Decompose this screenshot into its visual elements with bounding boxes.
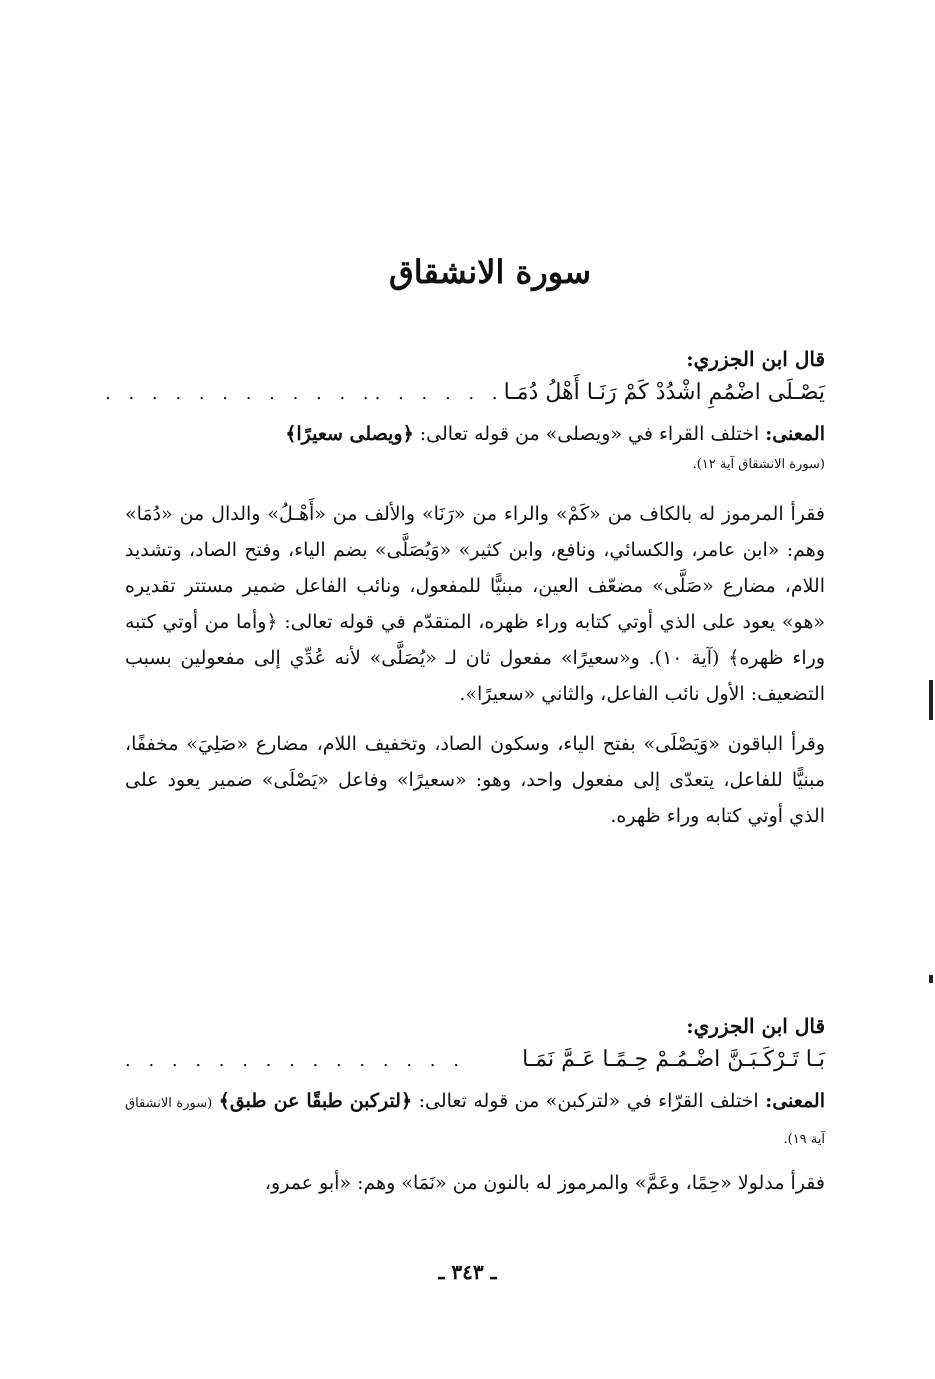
meaning-line bbox=[125, 416, 825, 452]
surah-title: سورة الانشقاق bbox=[388, 253, 592, 291]
meaning-label: المعنى: bbox=[765, 1090, 826, 1112]
verse-citation: (سورة الانشقاق آية ١٢). bbox=[692, 457, 825, 472]
meaning-text: اختلف القرّاء في «لتركبن» من قوله تعالى: bbox=[418, 1090, 759, 1112]
quran-quote: ﴿لتركبن طبقًا عن طبق﴾ bbox=[218, 1090, 413, 1112]
verse-line bbox=[125, 1042, 825, 1079]
verse-line bbox=[105, 375, 825, 412]
verse-ellipsis-mid: . . . . . . bbox=[374, 383, 504, 404]
meaning-text: اختلف القراء في «ويصلى» من قوله تعالى: bbox=[419, 423, 760, 445]
verse-ellipsis: . . . . . . . . . . . . . . . bbox=[125, 1050, 465, 1071]
paragraph: فقرأ مدلولا «حِمًا، وعَمَّ» والمرموز له بالنون من «نَمَا» وهم: «أبو عمرو، bbox=[264, 1172, 825, 1194]
paragraph: فقرأ المرموز له بالكاف من «كَمْ» والراء من «رَنَا» والألف من «أَهْـلُ» والدال من «دُمَا» وهم: «ابن عامر، والكسائي، ونافع، وابن كثير» «وَيُصَلَّى» بضم الياء، وفتح الصاد، وتشديد اللام، مضارع «صَلَّى» مضعّف العين، مبنيًّا للمفعول، ونائب الفاعل ضمير مستتر تقديره «هو» يعود على الذي أوتي كتابه وراء ظهره، المتقدّم في قوله تعالى: ﴿وأما من أوتي كتبه وراء ظهره﴾ (آية ١٠). و«سعيرًا» مفعول ثان لـ «يُصَلَّى» لأنه عُدِّي إلى مفعولين بسبب التضعيف: الأول نائب الفاعل، والثاني «سعيرًا». bbox=[125, 503, 825, 705]
scan-edge-mark bbox=[929, 975, 933, 983]
section-1 bbox=[105, 343, 826, 834]
speaker-heading: قال ابن الجزري: bbox=[686, 1014, 825, 1038]
meaning-label: المعنى: bbox=[765, 423, 825, 445]
verse-ellipsis: . . . . . . . . . . . . bbox=[105, 383, 375, 404]
scan-edge-mark bbox=[929, 680, 933, 720]
verse-citation: (سورة الانشقاق آية ١٩). bbox=[125, 1096, 825, 1147]
meaning-line bbox=[125, 1083, 825, 1155]
paragraph: وقرأ الباقون «وَيَصْلَى» بفتح الياء، وسكون الصاد، وتخفيف اللام، مضارع «صَلِيَ» مخففًا، مبنيًّا للفاعل، يتعدّى إلى مفعول واحد، وهو: «سعيرًا» وفاعل «يَصْلَى» ضمير يعود على الذي أوتي كتابه وراء ظهره. bbox=[125, 733, 826, 827]
verse-text: بَـا تَـرْكَـبَـنَّ اضْـمُـمْ حِـمًـا عَـمَّ نَمَـا bbox=[522, 1047, 825, 1072]
quran-quote: ﴿ويصلى سعيرًا﴾ bbox=[285, 423, 414, 445]
speaker-heading: قال ابن الجزري: bbox=[686, 347, 825, 371]
section-2 bbox=[125, 1010, 825, 1201]
verse-text: يَصْـلَى اضْمُمِ اشْدُدْ كَمْ رَنَـا أَهْلُ دُمَـا bbox=[503, 380, 825, 405]
page-number: ـ ٣٤٣ ـ bbox=[438, 1260, 497, 1284]
